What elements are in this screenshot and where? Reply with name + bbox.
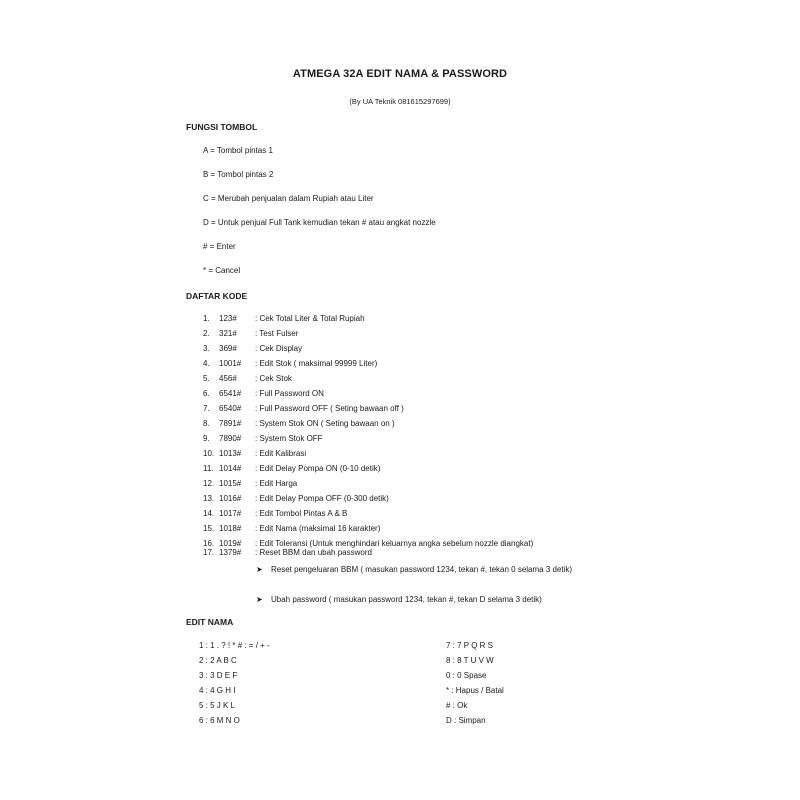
kode-code: 6540# bbox=[219, 404, 242, 413]
document-subtitle: (By UA Teknik 081615297699) bbox=[349, 97, 451, 106]
fungsi-item: # = Enter bbox=[203, 242, 236, 251]
kode-description: : Cek Total Liter & Total Rupiah bbox=[255, 314, 365, 323]
fungsi-item: * = Cancel bbox=[203, 266, 241, 275]
kode-code: 1019# bbox=[219, 539, 242, 548]
keypad-map-item: 3 : 3 D E F bbox=[199, 671, 238, 680]
keypad-map-item: * : Hapus / Batal bbox=[446, 686, 504, 695]
kode-description: : Edit Harga bbox=[255, 479, 298, 488]
kode-description: : Edit Toleransi (Untuk menghindari keluarnya angka sebelum nozzle diangkat) bbox=[255, 539, 534, 548]
kode-code: 1001# bbox=[219, 359, 242, 368]
kode-number: 8. bbox=[203, 419, 210, 428]
kode-description: : Test Fulser bbox=[255, 329, 299, 338]
kode-number: 1. bbox=[203, 314, 210, 323]
kode-sub-item bbox=[256, 593, 616, 606]
kode-description: : System Stok ON ( Seting bawaan on ) bbox=[255, 419, 395, 428]
kode-description: : System Stok OFF bbox=[255, 434, 323, 443]
daftar-kode-heading: DAFTAR KODE bbox=[186, 291, 248, 301]
kode-code: 1017# bbox=[219, 509, 242, 518]
document-title: ATMEGA 32A EDIT NAMA & PASSWORD bbox=[292, 68, 508, 80]
kode-number: 13. bbox=[203, 494, 215, 503]
kode-code: 1016# bbox=[219, 494, 242, 503]
kode-description: : Edit Stok ( maksimal 99999 Liter) bbox=[255, 359, 378, 368]
keypad-map-item: 2 : 2 A B C bbox=[199, 656, 237, 665]
fungsi-item: C = Merubah penjualan dalam Rupiah atau Liter bbox=[203, 194, 374, 203]
kode-description: : Cek Display bbox=[255, 344, 303, 353]
kode-description: : Edit Nama (maksimal 16 karakter) bbox=[255, 524, 381, 533]
keypad-map-item: 7 : 7 P Q R S bbox=[446, 641, 493, 650]
keypad-map-item: 8 : 8 T U V W bbox=[446, 656, 494, 665]
keypad-map-item: 0 : 0 Spase bbox=[446, 671, 487, 680]
keypad-map-item: 5 : 5 J K L bbox=[199, 701, 236, 710]
kode-number: 10. bbox=[203, 449, 215, 458]
kode-description: : Full Password OFF ( Seting bawaan off ) bbox=[255, 404, 404, 413]
arrow-bullet-icon: ➤ bbox=[256, 595, 263, 604]
edit-nama-heading: EDIT NAMA bbox=[186, 617, 234, 627]
kode-description: : Cek Stok bbox=[255, 374, 292, 383]
kode-code: 321# bbox=[219, 329, 237, 338]
kode-description: : Reset BBM dan ubah password bbox=[255, 548, 372, 557]
kode-number: 7. bbox=[203, 404, 210, 413]
fungsi-item: D = Untuk penjual Full Tank kemudian tekan # atau angkat nozzle bbox=[203, 218, 436, 227]
kode-code: 456# bbox=[219, 374, 237, 383]
kode-code: 1013# bbox=[219, 449, 242, 458]
kode-code: 7890# bbox=[219, 434, 242, 443]
kode-description: : Edit Tombol Pintas A & B bbox=[255, 509, 348, 518]
kode-code: 1014# bbox=[219, 464, 242, 473]
arrow-bullet-icon: ➤ bbox=[256, 565, 263, 574]
keypad-map-item: 1 : 1 . ? ! * # : = / + - bbox=[199, 641, 270, 650]
kode-number: 12. bbox=[203, 479, 215, 488]
kode-sub-item-text: Reset pengeluaran BBM ( masukan password 1234, tekan #, tekan 0 selama 3 detik) bbox=[271, 565, 573, 574]
kode-number: 6. bbox=[203, 389, 210, 398]
kode-description: : Edit Kalibrasi bbox=[255, 449, 307, 458]
kode-number: 17. bbox=[203, 548, 215, 557]
kode-number: 4. bbox=[203, 359, 210, 368]
kode-description: : Edit Delay Pompa ON (0-10 detik) bbox=[255, 464, 381, 473]
kode-code: 1015# bbox=[219, 479, 242, 488]
keypad-map-item: # : Ok bbox=[446, 701, 468, 710]
fungsi-item: B = Tombol pintas 2 bbox=[203, 170, 274, 179]
kode-sub-item bbox=[256, 563, 616, 589]
keypad-map-item: 6 : 6 M N O bbox=[199, 716, 240, 725]
kode-code: 6541# bbox=[219, 389, 242, 398]
fungsi-tombol-heading: FUNGSI TOMBOL bbox=[186, 122, 258, 132]
kode-description: : Full Password ON bbox=[255, 389, 324, 398]
kode-description: : Edit Delay Pompa OFF (0-300 detik) bbox=[255, 494, 389, 503]
kode-number: 5. bbox=[203, 374, 210, 383]
kode-number: 2. bbox=[203, 329, 210, 338]
kode-sub-item-text: Ubah password ( masukan password 1234, tekan #, tekan D selama 3 detik) bbox=[271, 595, 542, 604]
kode-code: 1379# bbox=[219, 548, 242, 557]
kode-number: 14. bbox=[203, 509, 215, 518]
fungsi-item: A = Tombol pintas 1 bbox=[203, 146, 273, 155]
kode-code: 1018# bbox=[219, 524, 242, 533]
keypad-map-item: 4 : 4 G H I bbox=[199, 686, 236, 695]
kode-number: 15. bbox=[203, 524, 215, 533]
kode-code: 123# bbox=[219, 314, 237, 323]
kode-code: 7891# bbox=[219, 419, 242, 428]
kode-number: 9. bbox=[203, 434, 210, 443]
kode-code: 369# bbox=[219, 344, 237, 353]
kode-number: 16. bbox=[203, 539, 215, 548]
keypad-map-item: D : Simpan bbox=[446, 716, 486, 725]
kode-number: 11. bbox=[203, 464, 214, 473]
kode-number: 3. bbox=[203, 344, 210, 353]
